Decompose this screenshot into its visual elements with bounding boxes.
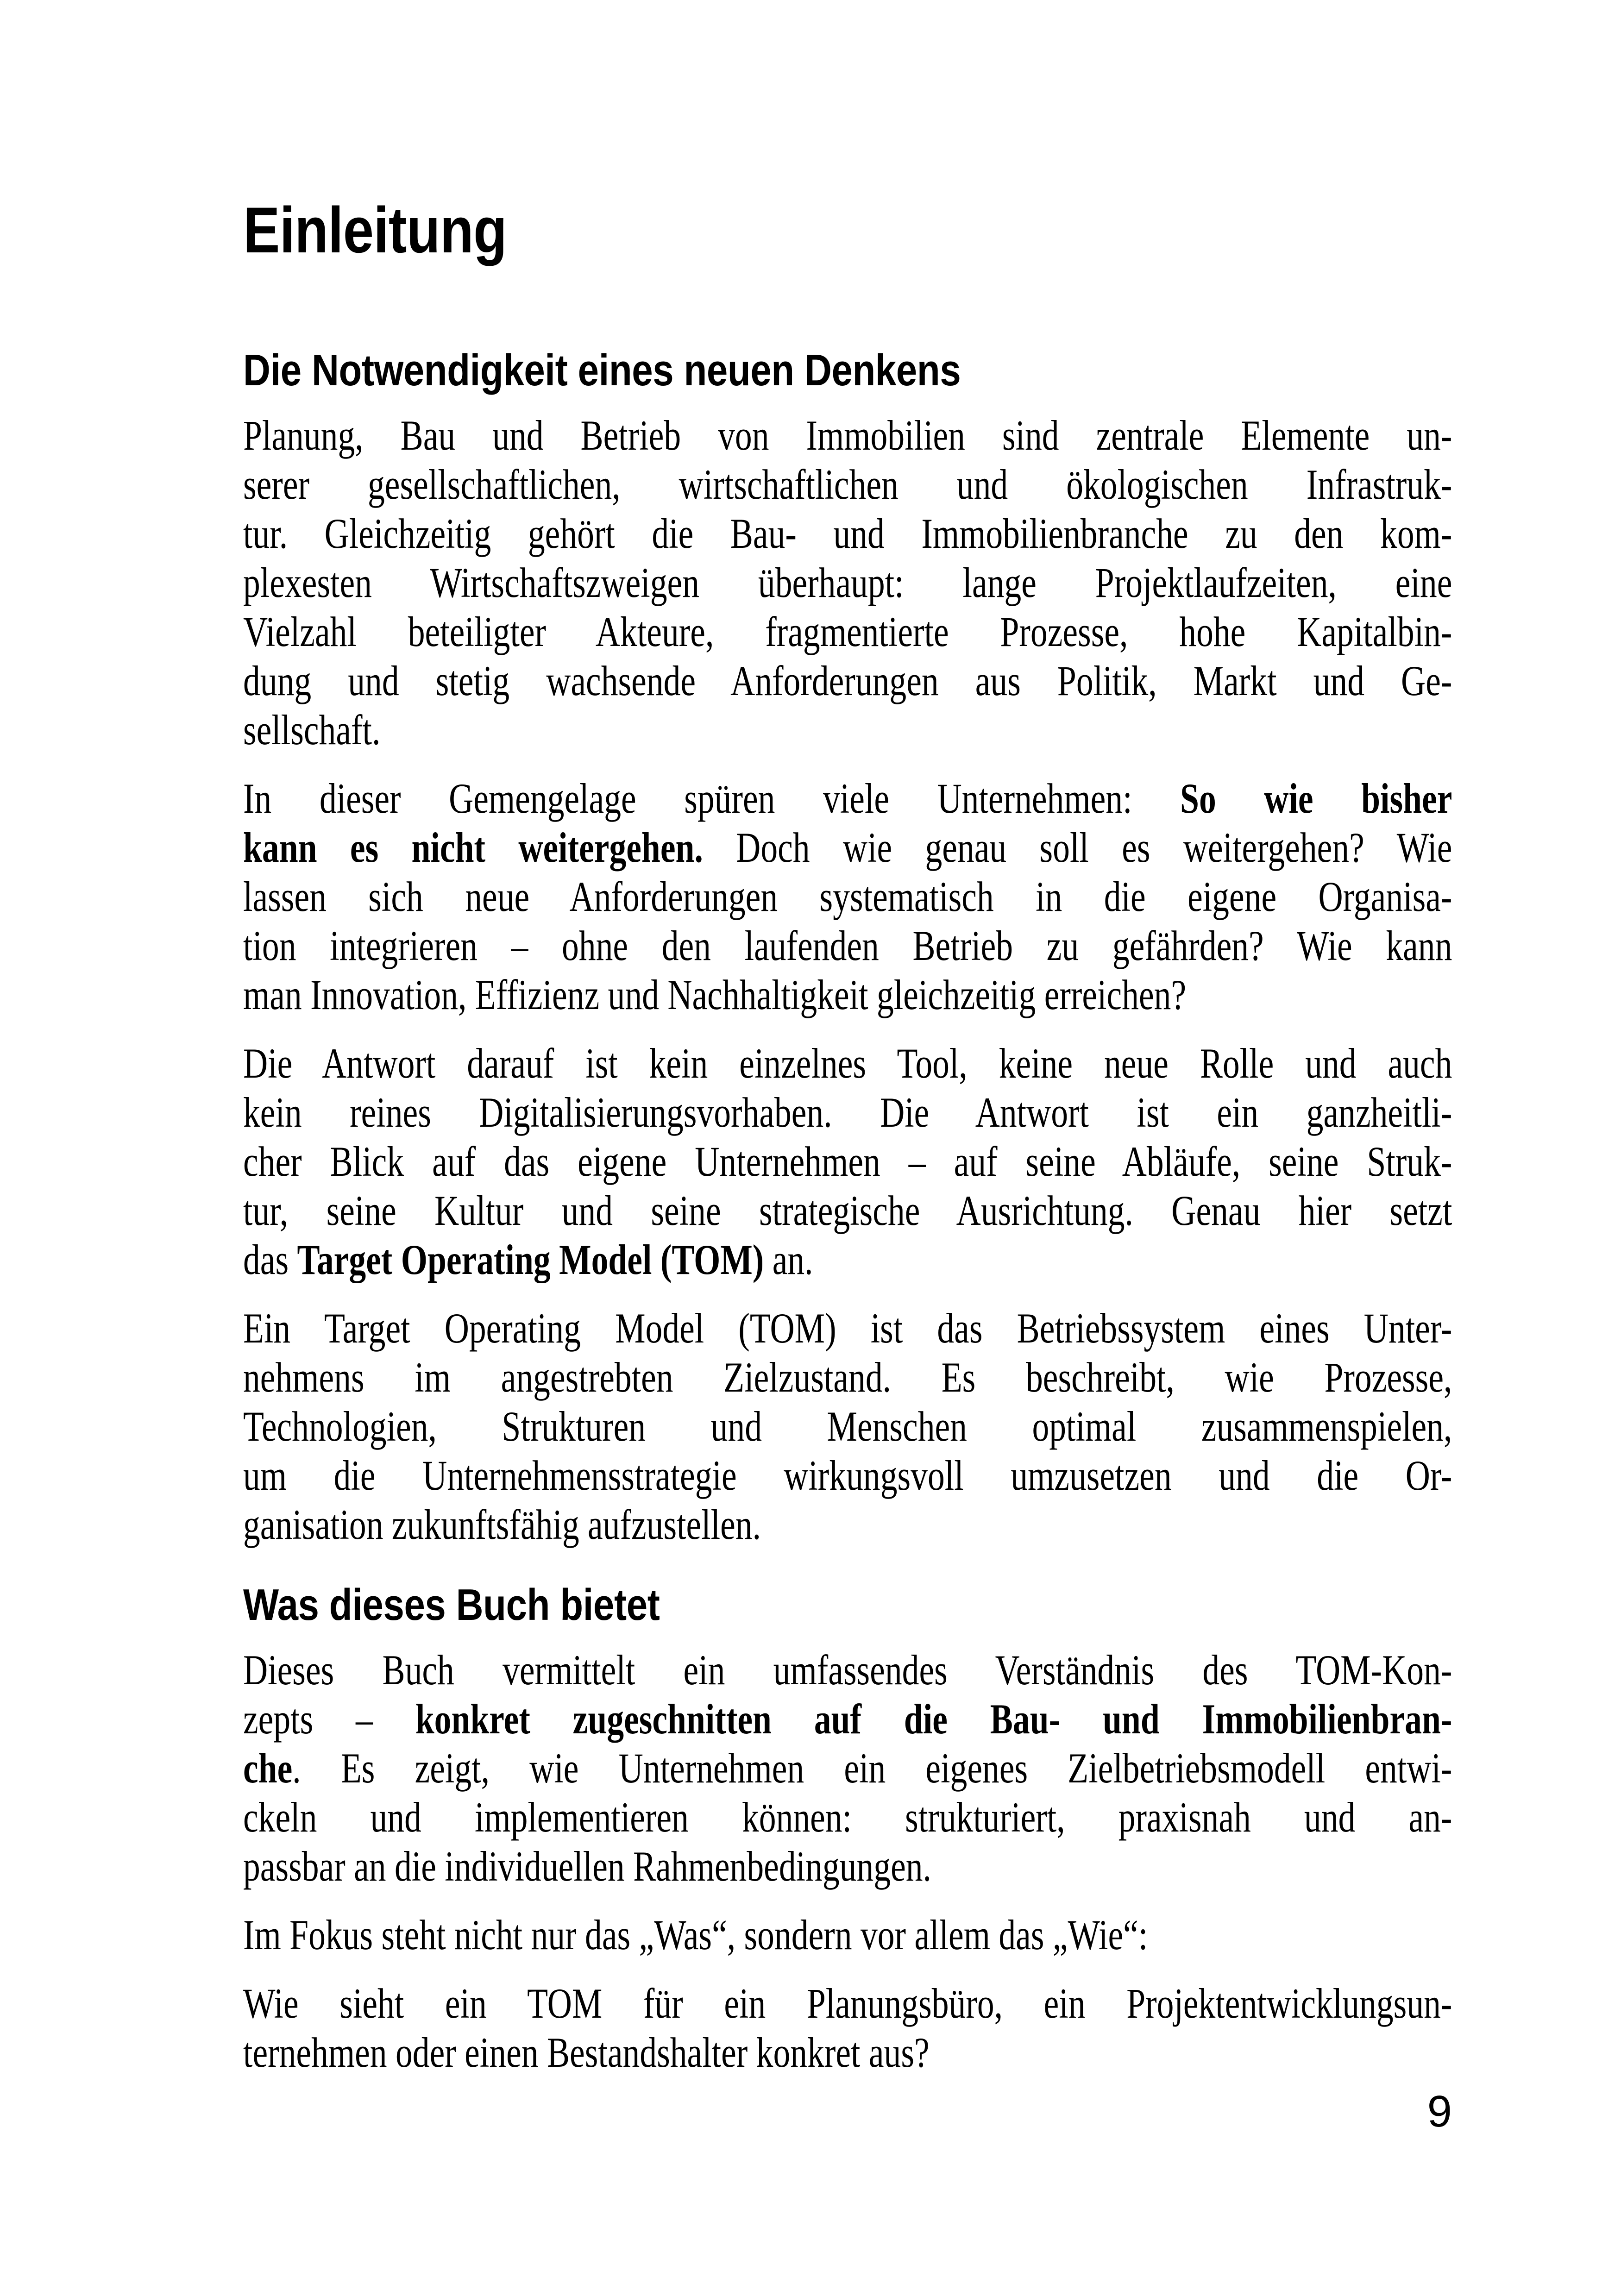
- paragraph: [243, 1304, 1452, 1549]
- section-heading: Was dieses Buch bietet: [243, 1580, 660, 1630]
- text-line: passbar an die individuellen Rahmenbedingungen.: [243, 1843, 931, 1890]
- text-line: zepts – konkret zugeschnitten auf die Bau- und Immobilienbran-: [243, 1695, 1452, 1743]
- text-line: Im Fokus steht nicht nur das „Was“, sondern vor allem das „Wie“:: [243, 1911, 1148, 1958]
- sections-container: [243, 345, 1452, 2077]
- text-line: kein reines Digitalisierungsvorhaben. Die Antwort ist ein ganzheitli-: [243, 1089, 1452, 1136]
- page-content: [243, 0, 1452, 2096]
- section-heading: Die Notwendigkeit eines neuen Denkens: [243, 345, 961, 395]
- text-line: lassen sich neue Anforderungen systematisch in die eigene Organisa-: [243, 873, 1452, 920]
- text-line: man Innovation, Effizienz und Nachhaltigkeit gleichzeitig erreichen?: [243, 971, 1187, 1018]
- bold-text: So wie bisher: [1180, 775, 1452, 822]
- text-line: tur. Gleichzeitig gehört die Bau- und Immobilienbranche zu den kom-: [243, 510, 1452, 557]
- text-line: um die Unternehmensstrategie wirkungsvoll umzusetzen und die Or-: [243, 1452, 1452, 1499]
- text-line: kann es nicht weitergehen. Doch wie genau soll es weitergehen? Wie: [243, 824, 1452, 871]
- paragraph: [243, 1039, 1452, 1284]
- text-line: tion integrieren – ohne den laufenden Betrieb zu gefährden? Wie kann: [243, 922, 1452, 969]
- text-line: serer gesellschaftlichen, wirtschaftlichen und ökologischen Infrastruk-: [243, 461, 1452, 508]
- text-line: tur, seine Kultur und seine strategische Ausrichtung. Genau hier setzt: [243, 1187, 1452, 1234]
- text-line: ckeln und implementieren können: strukturiert, praxisnah und an-: [243, 1794, 1452, 1841]
- text-line: Die Antwort darauf ist kein einzelnes Tool, keine neue Rolle und auch: [243, 1040, 1452, 1087]
- text-line: che. Es zeigt, wie Unternehmen ein eigenes Zielbetriebsmodell entwi-: [243, 1744, 1452, 1792]
- text-line: das Target Operating Model (TOM) an.: [243, 1236, 813, 1283]
- text-line: Vielzahl beteiligter Akteure, fragmentierte Prozesse, hohe Kapitalbin-: [243, 608, 1452, 655]
- bold-text: che: [243, 1744, 293, 1792]
- text-line: plexesten Wirtschaftszweigen überhaupt: lange Projektlaufzeiten, eine: [243, 559, 1452, 606]
- bold-text: kann es nicht weitergehen.: [243, 824, 703, 871]
- paragraph: [243, 1979, 1452, 2077]
- text-line: ganisation zukunftsfähig aufzustellen.: [243, 1501, 761, 1548]
- text-line: ternehmen oder einen Bestandshalter konkret aus?: [243, 2029, 930, 2076]
- paragraph: [243, 411, 1452, 754]
- text-line: nehmens im angestrebten Zielzustand. Es beschreibt, wie Prozesse,: [243, 1354, 1452, 1401]
- text-line: In dieser Gemengelage spüren viele Unternehmen: So wie bisher: [243, 775, 1452, 822]
- text-line: Dieses Buch vermittelt ein umfassendes Verständnis des TOM-Kon-: [243, 1646, 1452, 1694]
- paragraph: [243, 1645, 1452, 1891]
- paragraph: [243, 774, 1452, 1019]
- bold-text: konkret zugeschnitten auf die Bau- und Immobilienbran-: [415, 1695, 1452, 1743]
- paragraph: [243, 1910, 1452, 1959]
- text-line: cher Blick auf das eigene Unternehmen – auf seine Abläufe, seine Struk-: [243, 1138, 1452, 1185]
- chapter-title: Einleitung: [243, 194, 507, 266]
- text-line: Ein Target Operating Model (TOM) ist das Betriebssystem eines Unter-: [243, 1305, 1452, 1352]
- text-line: sellschaft.: [243, 706, 381, 753]
- page-number: 9: [1427, 2087, 1452, 2136]
- text-line: Technologien, Strukturen und Menschen optimal zusammenspielen,: [243, 1403, 1452, 1450]
- text-line: Planung, Bau und Betrieb von Immobilien sind zentrale Elemente un-: [243, 412, 1452, 459]
- text-line: dung und stetig wachsende Anforderungen aus Politik, Markt und Ge-: [243, 657, 1452, 704]
- bold-text: Target Operating Model (TOM): [297, 1236, 764, 1283]
- text-line: Wie sieht ein TOM für ein Planungsbüro, ein Projektentwicklungsun-: [243, 1980, 1452, 2027]
